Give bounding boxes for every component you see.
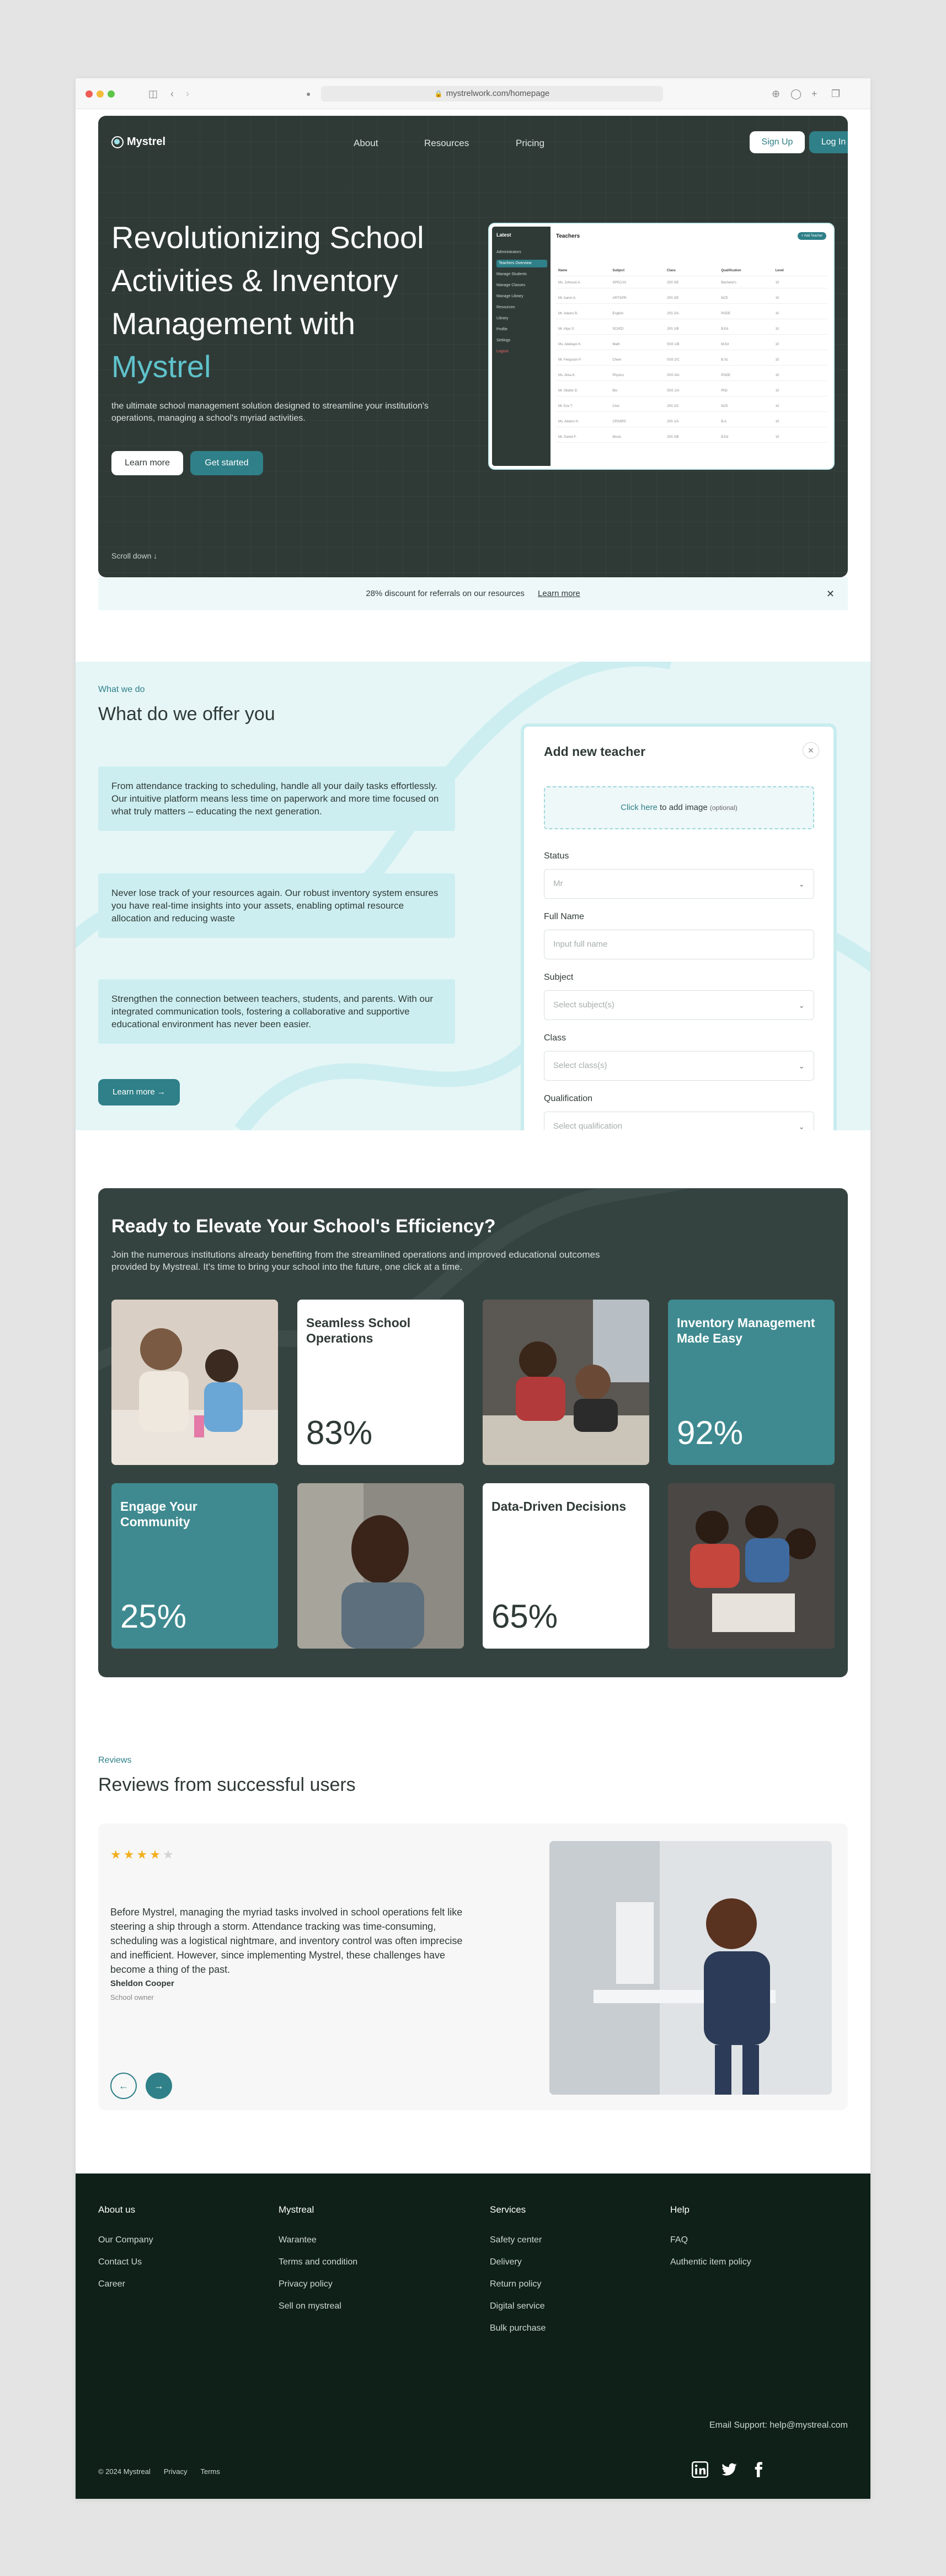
table-cell: B.Ed <box>721 435 729 439</box>
table-cell: Bachelor's <box>721 281 737 285</box>
upload-hint: (optional) <box>709 804 737 812</box>
footer-link[interactable]: Terms and condition <box>279 2257 358 2267</box>
stat-value: 25% <box>120 1598 187 1635</box>
nav-resources[interactable]: Resources <box>424 138 469 148</box>
stat-value: 92% <box>677 1414 744 1451</box>
star-icon: ★ <box>149 1848 163 1861</box>
table-cell: Civic <box>612 404 620 408</box>
table-cell: JSS 3/B <box>666 435 679 439</box>
previous-review-button[interactable]: ← <box>110 2073 137 2099</box>
table-cell: 10 <box>775 281 779 285</box>
dashboard-preview <box>489 224 833 469</box>
table-row <box>556 385 827 396</box>
close-icon[interactable]: ✕ <box>826 588 835 599</box>
twitter-icon[interactable] <box>721 2461 737 2478</box>
discount-banner <box>98 577 848 610</box>
status-label: Status <box>544 851 569 861</box>
minimize-window-button[interactable] <box>97 90 104 98</box>
download-icon[interactable]: ⊕ <box>772 88 781 99</box>
footer-column-about <box>98 2204 153 2301</box>
preview-add-button: + Add Teacher <box>798 232 826 240</box>
preview-menu-item: Settings <box>496 339 511 342</box>
cta-heading: Ready to Elevate Your School's Efficiency? <box>111 1216 496 1237</box>
table-cell: 10 <box>775 373 779 377</box>
sign-up-button[interactable]: Sign Up <box>750 131 805 153</box>
site-footer <box>76 2174 870 2499</box>
footer-heading: Services <box>490 2204 526 2215</box>
table-cell: Mr. Adams B. <box>558 312 578 315</box>
status-value: Mr <box>553 879 563 888</box>
full-name-placeholder: Input full name <box>553 940 608 949</box>
footer-column-help <box>670 2204 751 2279</box>
footer-link[interactable]: FAQ <box>670 2235 688 2245</box>
footer-link[interactable]: Our Company <box>98 2235 153 2245</box>
reviews-eyebrow: Reviews <box>98 1756 132 1765</box>
hero-subtitle: the ultimate school management solution designed to streamline your institution's operations, managing a school's myriad activities. <box>111 401 429 423</box>
offer-learn-more-button[interactable]: Learn more → <box>98 1079 180 1105</box>
preview-column-header: Qualification <box>721 269 741 272</box>
log-in-button[interactable]: Log In <box>809 131 848 153</box>
facebook-icon[interactable] <box>750 2461 767 2478</box>
students-writing-photo <box>483 1300 649 1465</box>
footer-link[interactable]: Return policy <box>490 2279 542 2289</box>
stat-title: Seamless School Operations <box>306 1316 411 1345</box>
hero-title-text: Revolutionizing School Activities & Inventory Management with <box>111 220 424 341</box>
photo-illustration <box>549 1841 832 2095</box>
footer-heading: Help <box>670 2204 690 2215</box>
browser-toolbar <box>76 78 870 109</box>
table-cell: B.A <box>721 420 726 423</box>
table-cell: B.Ed <box>721 327 729 331</box>
stat-card <box>668 1300 835 1465</box>
table-cell: JSS 1/B <box>666 327 679 331</box>
preview-main <box>551 227 831 466</box>
address-bar[interactable] <box>321 86 663 101</box>
upload-text: to add image <box>657 803 710 812</box>
footer-heading: Mystreal <box>279 2204 314 2215</box>
table-cell: 10 <box>775 342 779 346</box>
table-row <box>556 339 827 350</box>
chevron-down-icon: ⌄ <box>798 1061 805 1070</box>
reviewer-role: School owner <box>110 1993 154 2001</box>
stat-card <box>111 1483 278 1649</box>
banner-text: 28% discount for referrals on our resources <box>366 589 525 598</box>
class-label: Class <box>544 1033 566 1043</box>
scroll-down-hint[interactable]: Scroll down ↓ <box>111 551 158 560</box>
preview-menu-item: Manage Students <box>496 272 527 276</box>
email-support[interactable]: Email Support: help@mystreal.com <box>709 2421 848 2430</box>
new-tab-icon[interactable]: + <box>811 88 817 99</box>
qualification-label: Qualification <box>544 1094 593 1103</box>
upload-link[interactable]: Click here <box>621 803 658 812</box>
tabs-overview-icon[interactable]: ❐ <box>831 88 841 99</box>
preview-menu-item: Library <box>496 316 509 320</box>
table-cell: 10 <box>775 420 779 423</box>
table-cell: PGDE <box>721 312 731 315</box>
star-icon: ★ <box>162 1848 176 1861</box>
table-cell: PGDE <box>721 373 731 377</box>
feature-card: Strengthen the connection between teachers, students, and parents. With our integrated communication tools, fostering a collaborative and supportive educational environment has never been easier. <box>98 979 455 1044</box>
table-cell: Mr. Okafor D. <box>558 389 578 393</box>
lock-icon: 🔒 <box>434 90 443 98</box>
star-icon: ★ <box>110 1848 124 1861</box>
table-cell: 10 <box>775 296 779 300</box>
table-cell: JSS 2/C <box>666 404 679 408</box>
table-cell: 10 <box>775 327 779 331</box>
cta-subtitle: Join the numerous institutions already benefiting from the streamlined operations and improved educational outcomes provided by Mystreal. It's time to bring your school into the future, one click at a time. <box>111 1249 600 1272</box>
stat-value: 65% <box>491 1598 558 1635</box>
preview-menu-item: Logout <box>496 350 509 353</box>
table-cell: Mr. Daniel F. <box>558 435 577 439</box>
rating-stars <box>110 1848 176 1862</box>
footer-link[interactable]: Sell on mystreal <box>279 2301 341 2311</box>
cta-section <box>98 1188 848 1677</box>
table-row <box>556 293 827 304</box>
table-cell: Mr. Aliyu S. <box>558 327 575 331</box>
footer-link[interactable]: Career <box>98 2279 125 2289</box>
photo-illustration <box>668 1483 835 1649</box>
footer-column-services <box>490 2204 546 2346</box>
back-icon[interactable]: ‹ <box>170 88 174 99</box>
table-cell: M.Ed <box>721 342 729 346</box>
hero-title-accent: Mystrel <box>111 349 211 384</box>
table-cell: JSS 3/E <box>666 281 679 285</box>
star-icon: ★ <box>136 1848 150 1861</box>
table-cell: Mr. Eze T. <box>558 404 573 408</box>
table-cell: B.Sc <box>721 358 728 362</box>
table-row <box>556 355 827 366</box>
learn-more-button[interactable]: Learn more <box>111 451 183 475</box>
subject-label: Subject <box>544 973 574 982</box>
table-cell: 10 <box>775 389 779 393</box>
form-title: Add new teacher <box>544 744 646 759</box>
photo-illustration <box>297 1483 464 1649</box>
table-cell: NCE <box>721 404 728 408</box>
hero-title <box>111 216 464 388</box>
table-cell: Chem <box>612 358 622 362</box>
star-icon: ★ <box>123 1848 137 1861</box>
table-cell: Music <box>612 435 622 439</box>
table-cell: SSS 1/A <box>666 389 680 393</box>
table-cell: JSS 2/A <box>666 312 679 315</box>
preview-column-header: Name <box>558 269 568 272</box>
preview-title: Teachers <box>556 233 580 239</box>
browser-window <box>76 78 870 2499</box>
stat-title: Inventory Management Made Easy <box>677 1316 815 1345</box>
preview-menu-item: Administrators <box>496 250 521 254</box>
table-cell: 10 <box>775 312 779 315</box>
preview-brand: Latest <box>496 232 511 238</box>
stat-card <box>297 1300 464 1465</box>
subject-placeholder: Select subject(s) <box>553 1000 614 1010</box>
preview-menu-item: Teachers Overview <box>496 260 547 267</box>
table-cell: SSS 2/C <box>666 358 680 362</box>
review-card <box>98 1823 848 2110</box>
table-row <box>556 432 827 443</box>
preview-table-header <box>556 265 827 276</box>
preview-sidebar <box>492 227 551 466</box>
hero-section <box>98 116 848 577</box>
table-cell: Mr. Aaron A. <box>558 296 576 300</box>
stat-title: Data-Driven Decisions <box>491 1499 627 1514</box>
url-text: mystrelwork.com/homepage <box>446 89 550 98</box>
student-portrait-photo <box>297 1483 464 1649</box>
table-row <box>556 277 827 288</box>
review-quote: Before Mystrel, managing the myriad tasks involved in school operations felt like steering a ship through a storm. Attendance tracking was time-consuming, scheduling was a logistical nightmare, and inventory control was often imprecise and inefficient. However, since implementing Mystrel, these challenges have become a thing of the past. <box>110 1907 463 1975</box>
reviewer-name: Sheldon Cooper <box>110 1979 174 1988</box>
table-cell: Physics <box>612 373 624 377</box>
table-cell: English <box>612 312 624 315</box>
preview-column-header: Subject <box>612 269 625 272</box>
stat-title: Engage Your Community <box>120 1499 197 1529</box>
footer-link[interactable]: Delivery <box>490 2257 522 2267</box>
table-cell: SSS 3/A <box>666 373 680 377</box>
nav-pricing[interactable]: Pricing <box>516 138 544 148</box>
table-cell: Ms. Johnson A. <box>558 281 581 285</box>
table-cell: SSS 1/B <box>666 342 680 346</box>
table-cell: SCI/ED <box>612 327 624 331</box>
reviews-heading: Reviews from successful users <box>98 1774 356 1795</box>
full-name-input[interactable] <box>544 930 814 959</box>
table-cell: JSS 3/E <box>666 296 679 300</box>
footer-heading: About us <box>98 2204 136 2215</box>
photo-illustration <box>483 1300 649 1465</box>
terms-link[interactable]: Terms <box>200 2467 220 2476</box>
table-cell: Bio <box>612 389 618 393</box>
preview-menu-item: Profile <box>496 328 507 331</box>
class-placeholder: Select class(s) <box>553 1061 607 1070</box>
footer-link[interactable]: Privacy policy <box>279 2279 333 2289</box>
preview-column-header: Level <box>775 269 784 272</box>
qualification-select[interactable] <box>544 1112 814 1130</box>
preview-menu-item: Manage Library <box>496 294 523 298</box>
table-cell: 10 <box>775 435 779 439</box>
subject-select[interactable] <box>544 990 814 1020</box>
forward-icon[interactable]: › <box>186 88 189 99</box>
footer-link[interactable]: Contact Us <box>98 2257 142 2267</box>
shield-icon: ● <box>306 89 311 98</box>
table-cell: ARTS/PE <box>612 296 627 300</box>
nav-about[interactable]: About <box>354 138 378 148</box>
footer-link[interactable]: Bulk purchase <box>490 2323 546 2333</box>
footer-column-mystreal <box>279 2204 357 2323</box>
table-row <box>556 324 827 335</box>
table-row <box>556 308 827 319</box>
next-review-button[interactable]: → <box>146 2073 172 2099</box>
sidebar-toggle-icon[interactable]: ◫ <box>148 88 158 99</box>
table-cell: JSS 1/A <box>666 420 679 423</box>
footer-link[interactable]: Authentic item policy <box>670 2257 751 2267</box>
close-icon[interactable]: ✕ <box>803 742 819 759</box>
offer-heading: What do we offer you <box>98 704 275 724</box>
table-row <box>556 370 827 381</box>
table-cell: Ms. Alisa K. <box>558 373 576 377</box>
table-row <box>556 401 827 412</box>
maximize-window-button[interactable] <box>108 90 115 98</box>
copyright: © 2024 Mystreal <box>98 2467 151 2476</box>
status-select[interactable] <box>544 869 814 899</box>
table-cell: PhD <box>721 389 728 393</box>
linkedin-icon[interactable] <box>692 2461 708 2478</box>
preview-column-header: Class <box>666 269 676 272</box>
teacher-with-students-photo <box>111 1300 278 1465</box>
table-cell: NCE <box>721 296 728 300</box>
share-icon[interactable]: ◯ <box>790 88 802 99</box>
group-reading-photo <box>668 1483 835 1649</box>
feature-card: From attendance tracking to scheduling, handle all your daily tasks effortlessly. Our intuitive platform means less time on paperwork and more time focused on what truly matters – educating the next generation. <box>98 766 455 831</box>
reviewer-photo <box>549 1841 832 2095</box>
table-cell: 10 <box>775 404 779 408</box>
chevron-down-icon: ⌄ <box>798 1122 805 1130</box>
table-cell: Math <box>612 342 620 346</box>
preview-menu-item: Manage Classes <box>496 283 526 287</box>
table-cell: 10 <box>775 358 779 362</box>
stat-value: 83% <box>306 1414 373 1451</box>
footer-link[interactable]: Warantee <box>279 2235 317 2245</box>
brand-name: Mystrel <box>127 136 166 148</box>
offer-section <box>76 662 870 1130</box>
table-cell: Ms. Adams H. <box>558 420 579 423</box>
class-select[interactable] <box>544 1051 814 1081</box>
offer-eyebrow: What we do <box>98 685 145 694</box>
chevron-down-icon: ⌄ <box>798 879 805 888</box>
close-window-button[interactable] <box>85 90 93 98</box>
footer-link[interactable]: Safety center <box>490 2235 542 2245</box>
table-cell: SPEC/10 <box>612 281 627 285</box>
footer-bottom-bar <box>98 2467 220 2476</box>
banner-learn-more-link[interactable]: Learn more <box>538 589 580 598</box>
chevron-down-icon: ⌄ <box>798 1001 805 1010</box>
image-upload[interactable] <box>544 786 814 829</box>
table-cell: CRS/IRS <box>612 420 626 423</box>
photo-illustration <box>111 1300 278 1465</box>
brand-logo[interactable] <box>111 136 165 148</box>
logo-icon <box>111 136 124 148</box>
full-name-label: Full Name <box>544 912 584 921</box>
feature-card: Never lose track of your resources again. Our robust inventory system ensures you have real-time insights into your assets, enabling optimal resource allocation and reducing waste <box>98 873 455 938</box>
privacy-link[interactable]: Privacy <box>163 2467 188 2476</box>
stat-card <box>483 1483 649 1649</box>
footer-link[interactable]: Digital service <box>490 2301 545 2311</box>
qualification-placeholder: Select qualification <box>553 1121 623 1130</box>
table-cell: Mr. Ferguson P. <box>558 358 581 362</box>
preview-menu-item: Resources <box>496 305 515 309</box>
add-teacher-form <box>521 723 837 1130</box>
get-started-button[interactable]: Get started <box>190 451 263 475</box>
table-row <box>556 416 827 427</box>
table-cell: Ms. Adebayo K. <box>558 342 582 346</box>
